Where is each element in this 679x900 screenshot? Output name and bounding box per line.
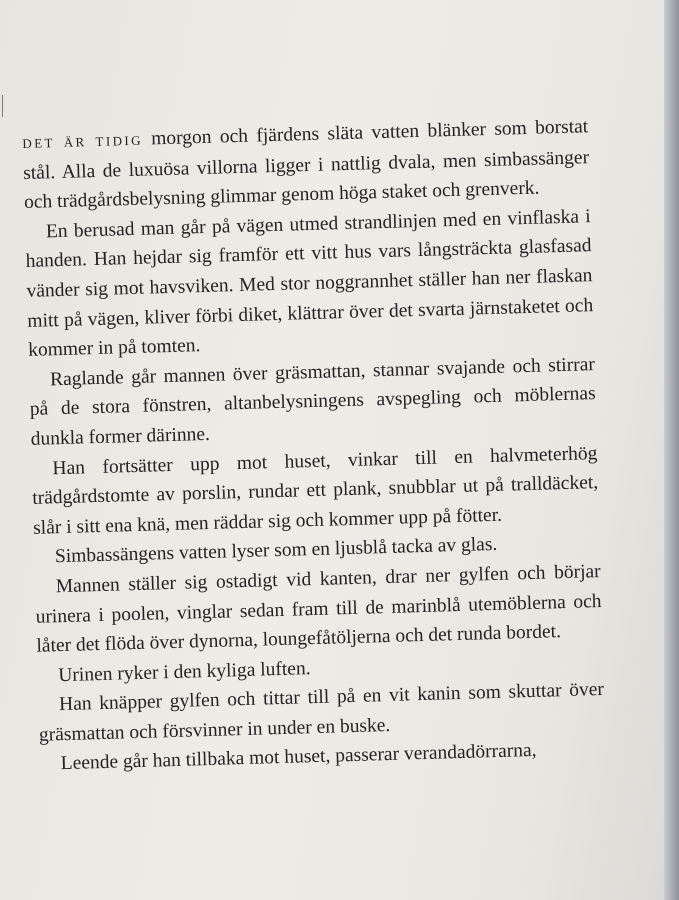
paragraph: Raglande går mannen över gräsmattan, stannar svajande och stirrar på de stora fönstren, altanbelysningens avspegling och möblernas dunkla former därinne.: [29, 353, 596, 450]
paragraph: Mannen ställer sig ostadigt vid kanten, drar ner gylfen och börjar urinera i poolen, vinglar sedan fram till de marinblå utemöblerna och låter det flöda över dynorna, loungefåtöljerna och det runda bordet.: [35, 560, 602, 657]
paragraph: Simbassängens vatten lyser som en ljusblå tacka av glas.: [54, 534, 498, 568]
opening-paragraph: [22, 112, 590, 218]
paragraph: Urinen ryker i den kyliga luften.: [58, 657, 311, 686]
paragraph: Han fortsätter upp mot huset, vinkar till en halvmeterhög trädgårdstomte av porslin, rundar ett plank, snubblar ut på tralldäcket, slår i sitt ena knä, men räddar sig och kommer upp på fötter.: [32, 442, 599, 539]
paragraph: En berusad man går på vägen utmed strandlinjen med en vinflaska i handen. Han hejdar sig framför ett vitt hus vars långsträckta glasfasad vänder sig mot havsviken. Med stor noggrannhet ställer han ner flaskan mitt på vägen, kliver förbi diket, klättrar över det svarta järnstaketet och kommer in på tomten.: [25, 205, 594, 362]
margin-mark: [2, 95, 3, 117]
opening-text: morgon och fjärdens släta vatten blänker som borstat stål. Alla de luxuösa villorna ligger i nattlig dvala, men simbassänger och trädgårdsbelysning glimmar genom höga staket och grenverk.: [22, 116, 590, 214]
opening-smallcaps: DET ÄR TIDIG: [22, 132, 144, 151]
body-text: [22, 112, 606, 780]
paragraph: Leende går han tillbaka mot huset, passerar verandadörrarna,: [60, 740, 537, 775]
background-edge: [664, 0, 679, 900]
paragraph: Han knäpper gylfen och tittar till på en vit kanin som skuttar över gräsmattan och försvinner in under en buske.: [38, 679, 605, 746]
